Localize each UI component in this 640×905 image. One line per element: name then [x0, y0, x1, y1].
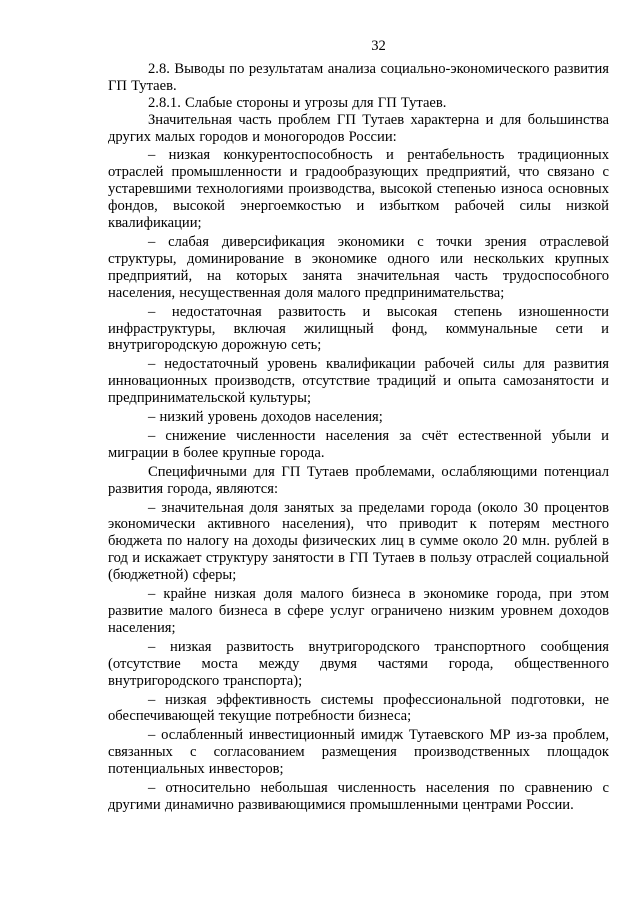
page-number: 32: [371, 38, 386, 54]
list-item: – низкая конкурентоспособность и рентабельность традиционных отраслей промышленности и градообразующих предприятий, что связано с устаревшими технологиями производства, высокой степенью износа основных фондов, высокой энергоемкостью и избытком рабочей силы низкой квалификации;: [108, 147, 609, 232]
list-item: – снижение численности населения за счёт естественной убыли и миграции в более крупные города.: [108, 427, 609, 461]
list-item: – значительная доля занятых за пределами города (около 30 процентов экономически активного населения), что приводит к потерям местного бюджета по налогу на доходы физических лиц в сумме около 20 млн. рублей в год и искажает структуру занятости в ГП Тутаев в пользу отраслей социальной (бюджетной) сферы;: [108, 499, 609, 584]
intro-paragraph: Значительная часть проблем ГП Тутаев характерна и для большинства других малых городов и моногородов России:: [108, 111, 609, 145]
specific-problems-paragraph: Специфичными для ГП Тутаев проблемами, ослабляющими потенциал развития города, являются:: [108, 463, 609, 497]
list-item: – недостаточная развитость и высокая степень изношенности инфраструктуры, включая жилищный фонд, коммунальные сети и внутригородскую дорожную сеть;: [108, 303, 609, 354]
list-item: – ослабленный инвестиционный имидж Тутаевского МР из-за проблем, связанных с согласованием размещения производственных площадок потенциальных инвесторов;: [108, 727, 609, 778]
list-item: – относительно небольшая численность населения по сравнению с другими динамично развивающимися промышленными центрами России.: [108, 780, 609, 813]
list-item: – низкая эффективность системы профессиональной подготовки, не обеспечивающей текущие потребности бизнеса;: [108, 691, 609, 725]
list-item: – низкая развитость внутригородского транспортного сообщения (отсутствие моста между двумя частями города, общественного внутригородского транспорта);: [108, 638, 609, 689]
document-body: [108, 61, 609, 814]
list-item: – низкий уровень доходов населения;: [148, 409, 383, 426]
subsection-heading: 2.8.1. Слабые стороны и угрозы для ГП Тутаев.: [148, 94, 447, 111]
list-item: – слабая диверсификация экономики с точки зрения отраслевой структуры, доминирование в экономике одного или нескольких крупных предприятий, на которых занята значительная часть трудоспособного населения, несущественная доля малого предпринимательства;: [108, 233, 609, 301]
list-item: – крайне низкая доля малого бизнеса в экономике города, при этом развитие малого бизнеса в сфере услуг ограничено низким уровнем доходов населения;: [108, 586, 609, 636]
section-heading: 2.8. Выводы по результатам анализа социально-экономического развития ГП Тутаев.: [108, 60, 609, 94]
list-item: – недостаточный уровень квалификации рабочей силы для развития инновационных производств, отсутствие традиций и опыта самозанятости и предпринимательской культуры;: [108, 356, 609, 407]
